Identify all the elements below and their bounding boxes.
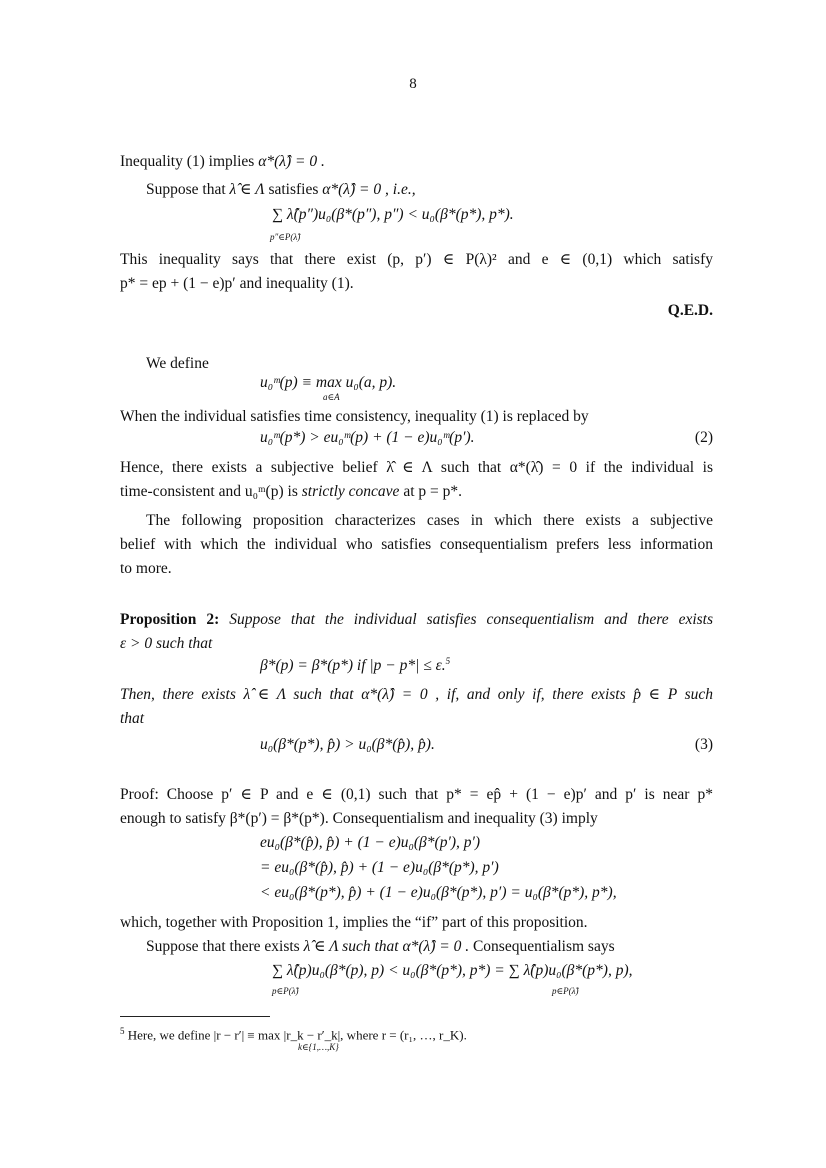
footnote-text: Here, we define |r − r′| ≡ max |r_k − r′_k|, where r = (r₁, …, r_K). [127, 1027, 467, 1043]
paragraph-line: When the individual satisfies time consistency, inequality (1) is replaced by [120, 408, 589, 425]
page-number: 8 [409, 76, 417, 92]
emphasis: strictly concave [301, 483, 400, 500]
equation-number: (2) [694, 429, 713, 446]
proposition-text: Suppose that the individual satisfies consequentialism and there exists [229, 611, 714, 628]
paragraph-line: p* = ep + (1 − e)p′ and inequality (1). [120, 275, 354, 292]
display-equation: u₀ᵐ(p) ≡ max u₀(a, p). [260, 374, 397, 391]
paragraph-line: Proof: Choose p′ ∈ P and e ∈ (0,1) such that p* = ep̂ + (1 − e)p′ and p′ is near p* [120, 786, 713, 803]
summation-subscript: p∈P(λ̂) [552, 986, 579, 996]
display-equation: < eu₀(β*(p*), p̂) + (1 − e)u₀(β*(p*), p′) = u₀(β*(p*), p*), [260, 884, 617, 901]
math-inline: λ̂ ∈ Λ [229, 181, 265, 198]
math-inline: λ̂ ∈ Λ such that α*(λ̂) = 0 . [303, 938, 470, 955]
max-subscript: a∈A [323, 392, 340, 402]
text: Consequentialism says [472, 938, 615, 955]
paragraph-line [120, 707, 713, 731]
math-inline: α*(λ̂) = 0 , i.e., [322, 181, 416, 198]
paragraph-line [120, 480, 713, 504]
summation-subscript: p∈P(λ̂) [272, 986, 299, 996]
display-equation: ∑ λ̂(p″)u₀(β*(p″), p″) < u₀(β*(p*), p*). [272, 206, 514, 223]
text: at p = p*. [403, 483, 462, 500]
paragraph-line [120, 632, 713, 656]
footnote-marker: 5 [120, 1026, 125, 1036]
max-subscript: k∈{1,…,K} [298, 1042, 339, 1052]
equation-number: (3) [694, 736, 713, 753]
paragraph-line: We define [146, 355, 209, 372]
paragraph-line [146, 935, 713, 959]
proposition-heading [120, 608, 713, 632]
paragraph-line [120, 683, 713, 707]
paragraph-line: which, together with Proposition 1, implies the “if” part of this proposition. [120, 914, 588, 931]
text: Inequality (1) implies [120, 153, 255, 170]
display-equation: u₀ᵐ(p*) > eu₀ᵐ(p) + (1 − e)u₀ᵐ(p′). [260, 429, 475, 446]
footnote-ref: 5 [445, 656, 451, 666]
proposition-label: Proposition 2: [120, 611, 220, 628]
display-equation: eu₀(β*(p̂), p̂) + (1 − e)u₀(β*(p′), p′) [260, 834, 481, 851]
paragraph-line: Hence, there exists a subjective belief λ̂ ∈ Λ such that α*(λ̂) = 0 if the individual is [120, 459, 713, 476]
paragraph-line [146, 178, 713, 202]
display-equation: ∑ λ̂(p)u₀(β*(p), p) < u₀(β*(p*), p*) = ∑ λ̂(p)u₀(β*(p*), p), [272, 962, 633, 979]
qed-mark: Q.E.D. [667, 302, 713, 319]
text: satisfies [268, 181, 319, 198]
paragraph-line: enough to satisfy β*(p′) = β*(p*). Consequentialism and inequality (3) imply [120, 810, 598, 827]
display-equation [260, 656, 450, 675]
summation-subscript: p″∈P(λ̂) [270, 232, 301, 242]
text: time-consistent and u₀ᵐ(p) is [120, 483, 298, 500]
footnote [120, 1026, 467, 1043]
display-equation: u₀(β*(p*), p̂) > u₀(β*(p̂), p̂). [260, 736, 435, 753]
text: Suppose that [146, 181, 226, 198]
footnote-divider [120, 1016, 270, 1017]
proposition-text: that [120, 710, 145, 727]
paragraph-line: belief with which the individual who satisfies consequentialism prefers less information [120, 536, 713, 553]
paragraph-line: The following proposition characterizes cases in which there exists a subjective [146, 512, 713, 529]
proposition-text: Then, there exists λ̂ ∈ Λ such that α*(λ̂) = 0 , if, and only if, there exists p̂ ∈ P such [120, 686, 713, 703]
paragraph-line: This inequality says that there exist (p, p′) ∈ P(λ)² and e ∈ (0,1) which satisfy [120, 251, 713, 268]
display-equation: = eu₀(β*(p̂), p̂) + (1 − e)u₀(β*(p*), p′) [260, 859, 499, 876]
equation-text: β*(p) = β*(p*) if |p − p*| ≤ ε. [260, 657, 446, 675]
proposition-text: ε > 0 such that [120, 635, 213, 652]
paragraph-line [120, 150, 713, 174]
text: Suppose that there exists [146, 938, 300, 955]
paragraph-line: to more. [120, 560, 172, 577]
math-inline: α*(λ̂) = 0 . [258, 153, 325, 170]
